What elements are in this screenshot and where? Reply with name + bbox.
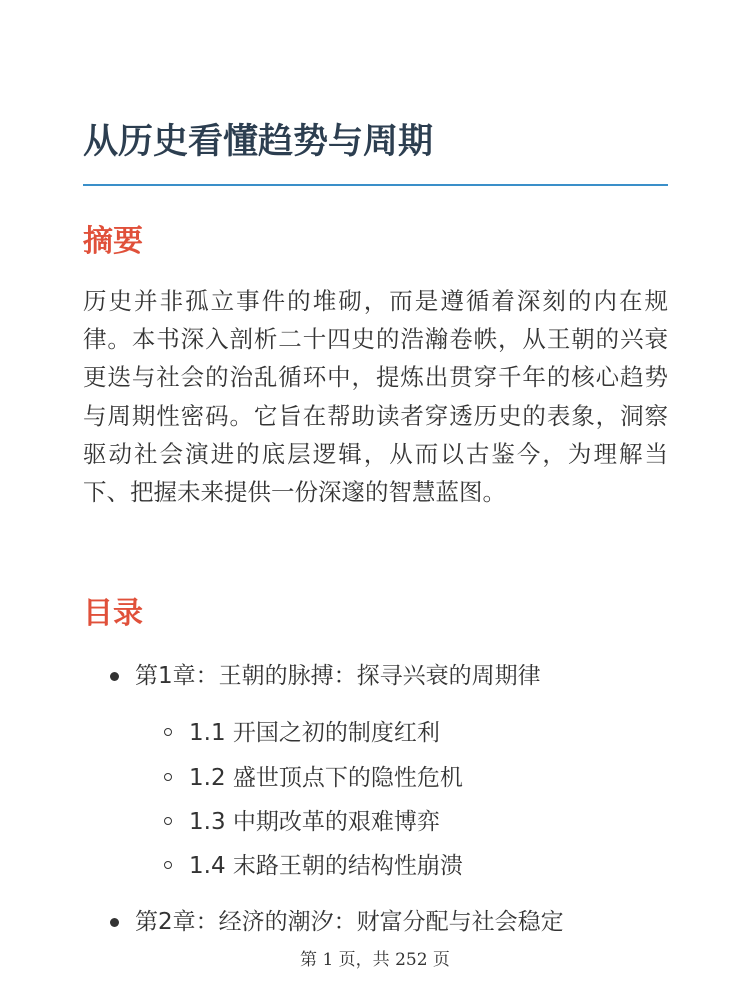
title-divider <box>83 184 668 186</box>
circle-bullet-icon <box>164 861 172 869</box>
abstract-heading: 摘要 <box>83 224 143 259</box>
toc-chapter-label: 第1章：王朝的脉搏：探寻兴衰的周期律 <box>135 663 541 689</box>
toc-section-label: 1.1 开国之初的制度红利 <box>189 720 440 746</box>
document-title: 从历史看懂趋势与周期 <box>83 122 434 162</box>
circle-bullet-icon <box>164 817 172 825</box>
toc-chapter-label: 第2章：经济的潮汐：财富分配与社会稳定 <box>135 909 564 935</box>
abstract-body: 历史并非孤立事件的堆砌，而是遵循着深刻的内在规律。本书深入剖析二十四史的浩瀚卷帙，从王朝的兴衰更迭与社会的治乱循环中，提炼出贯穿千年的核心趋势与周期性密码。它旨在帮助读者穿透历史的表象，洞察驱动社会演进的底层逻辑，从而以古鉴今，为理解当下、把握未来提供一份深邃的智慧蓝图。 <box>83 287 668 507</box>
toc-section-label: 1.4 末路王朝的结构性崩溃 <box>189 853 463 879</box>
toc-section-label: 1.2 盛世顶点下的隐性危机 <box>189 765 463 791</box>
disc-bullet-icon <box>110 672 119 681</box>
page-number-footer: 第 1 页，共 252 页 <box>300 950 450 970</box>
disc-bullet-icon <box>110 918 119 927</box>
toc-section-label: 1.3 中期改革的艰难博弈 <box>189 809 440 835</box>
toc-heading: 目录 <box>83 596 143 631</box>
circle-bullet-icon <box>164 728 172 736</box>
circle-bullet-icon <box>164 773 172 781</box>
